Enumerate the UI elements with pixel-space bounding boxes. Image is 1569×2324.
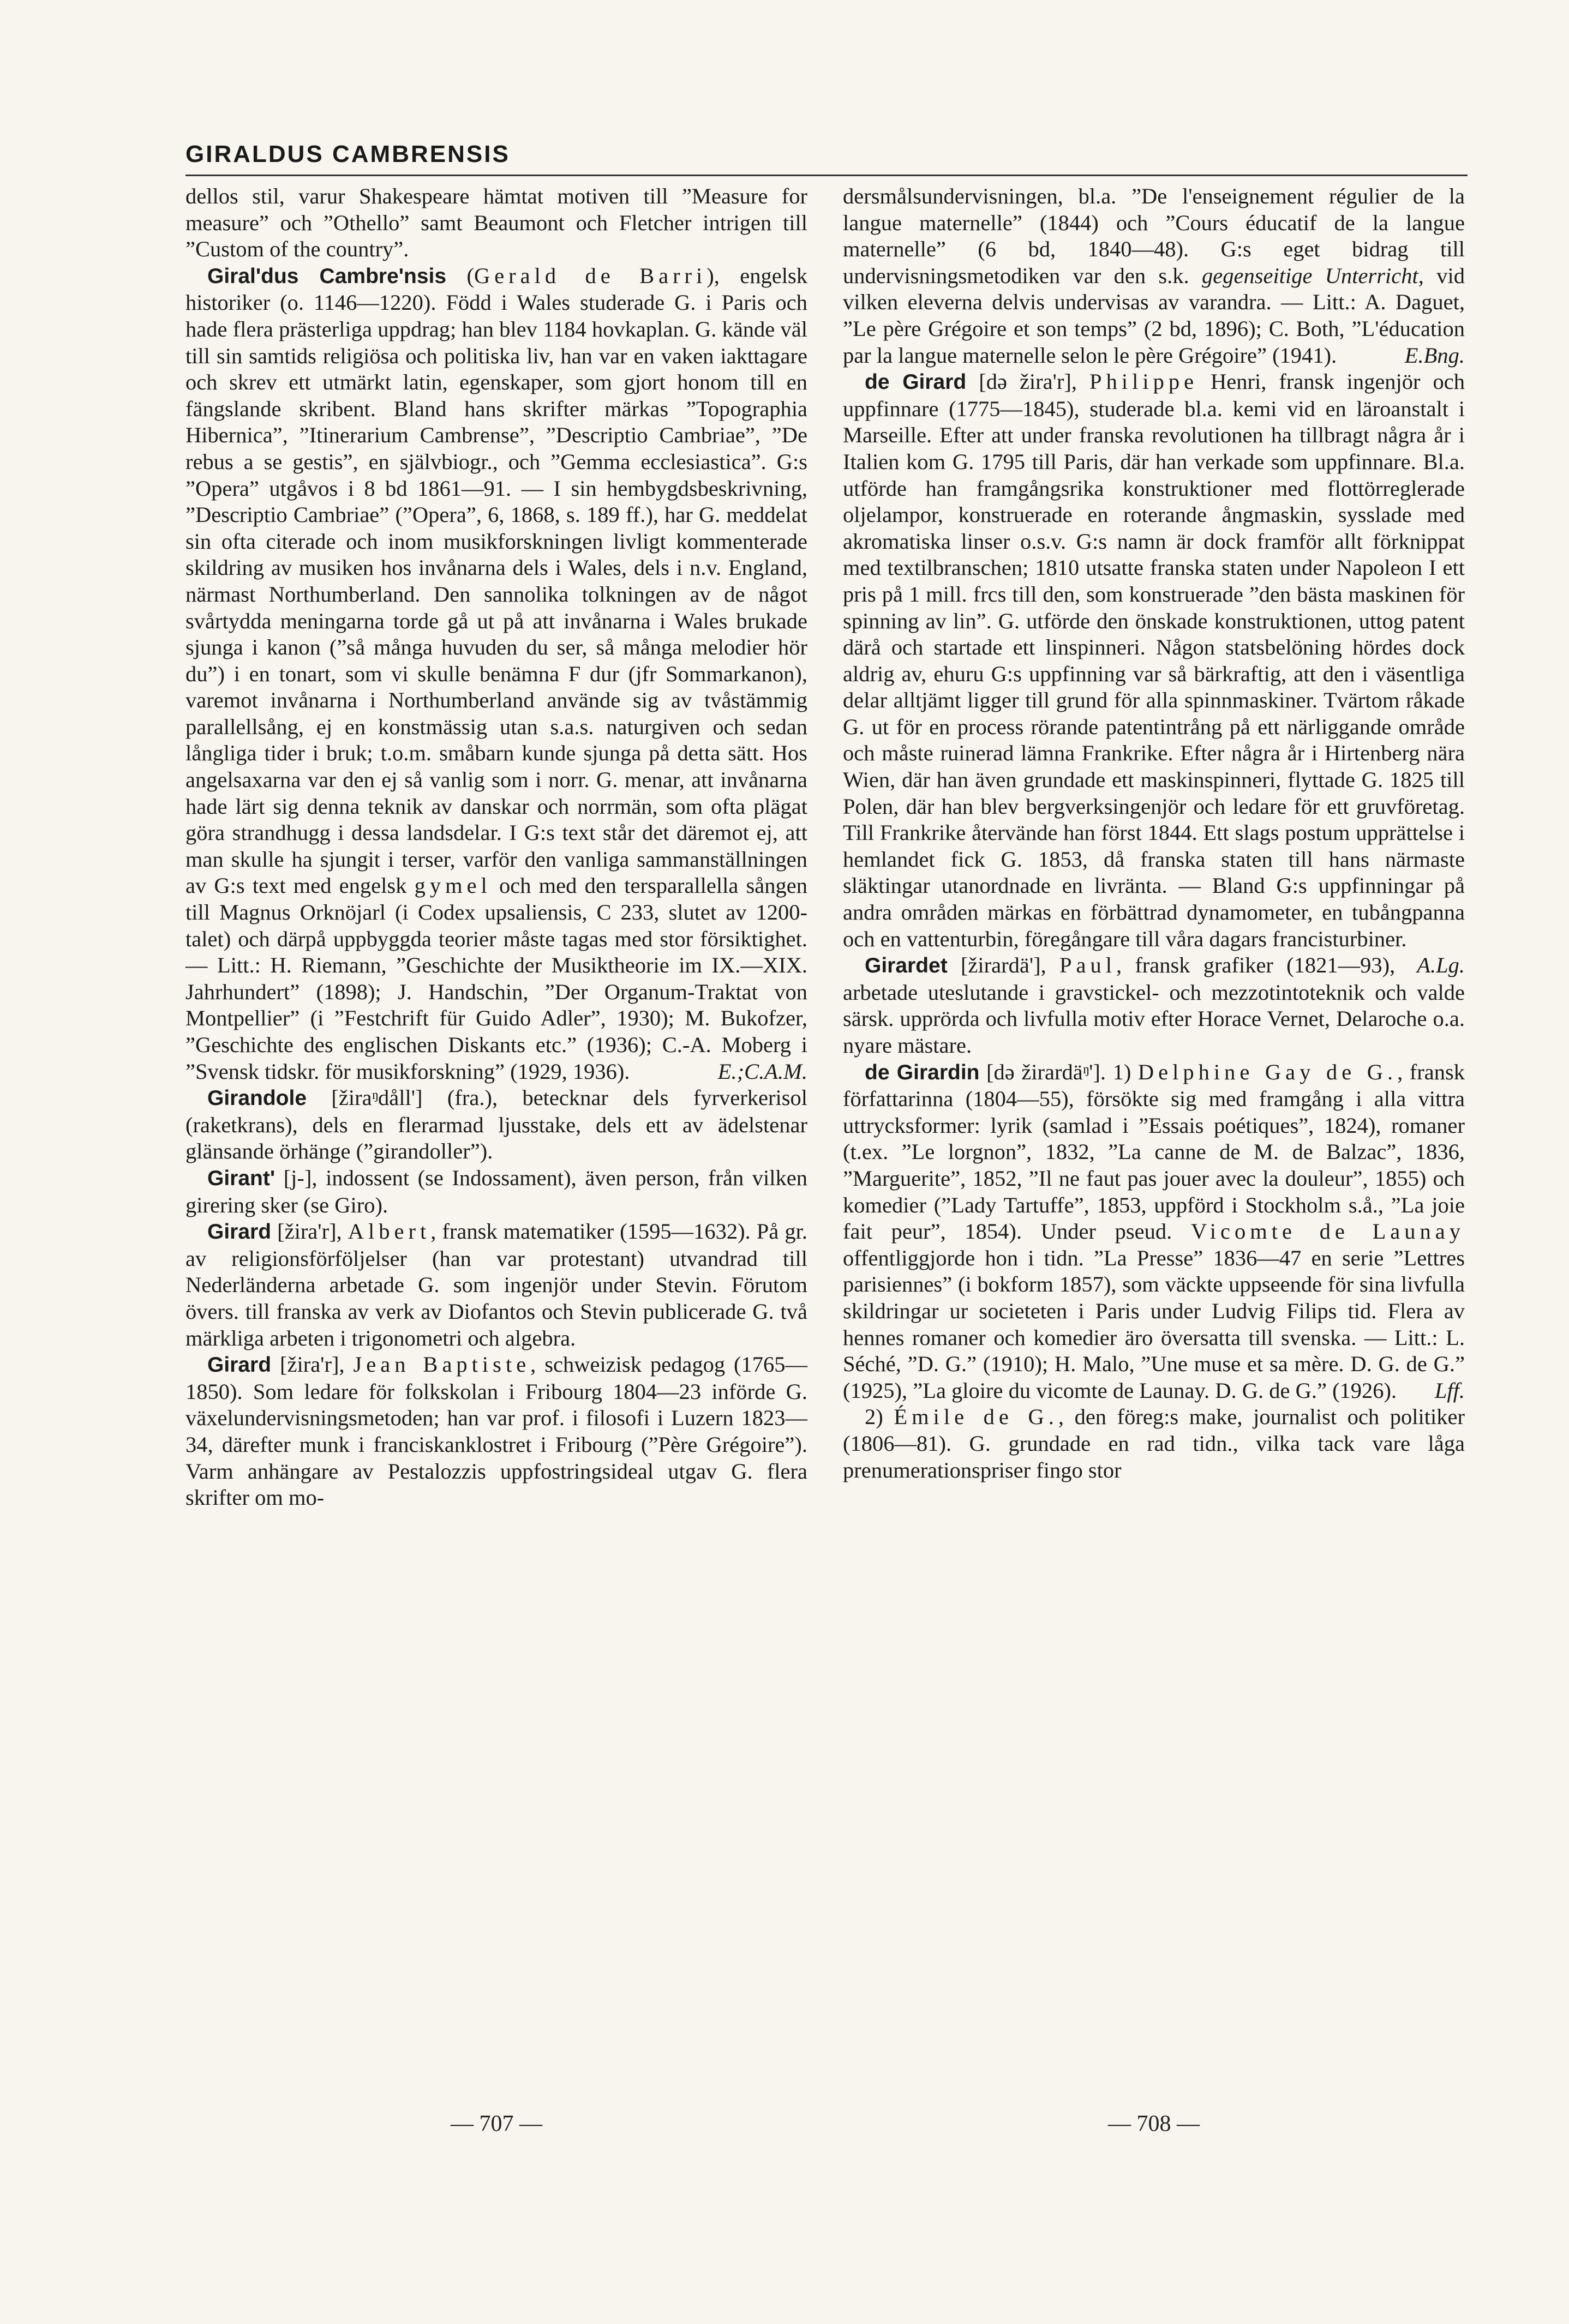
headword-giraldus: Giral'dus Cambre'nsis bbox=[207, 264, 447, 288]
continuation-paragraph: dersmålsundervisningen, bl.a. ”De l'enseignement régulier de la langue maternelle” (1844) och ”Cours éducatif de la langue maternelle” (6 bd, 1840—48). G:s eget bidrag till undervisningsmetodiken var den s.k. gegenseitige Unterricht, vid vilken eleverna delvis undervisas av varandra. — Litt.: A. Daguet, ”Le père Grégoire et son temps” (2 bd, 1896); C. Both, ”L'éducation par la langue maternelle selon le père Grégoire” (1941). E.Bng. bbox=[843, 183, 1465, 369]
entry-de-girardin-emile: 2) Émile de G., den föreg:s make, journalist och politiker (1806—81). G. grundade en rad tidn., vilka tack vare låga prenumerationspriser fingo stor bbox=[843, 1404, 1465, 1482]
headword-girandole: Girandole bbox=[207, 1086, 307, 1110]
entry-name: Delphine Gay de G. bbox=[1137, 1059, 1398, 1084]
entry-girandole: Girandole [žiraᵑdåll'] (fra.), betecknar dels fyrverkerisol (raketkrans), dels en flerarmad ljusstake, dels ett av ädelstenar glänsande örhänge (”girandoller”). bbox=[185, 1085, 807, 1164]
entry-name: Jean Baptiste bbox=[353, 1352, 531, 1377]
entry-girard-albert: Girard [žira'r], Albert, fransk matematiker (1595—1632). På gr. av religionsförföljelser (han var protestant) utvandrad till Nederländerna arbetade G. som ingenjör under Stevin. Förutom övers. till franska av verk av Diofantos och Stevin publicerade G. två märkliga arbeten i trigonometri och algebra. bbox=[185, 1219, 807, 1350]
entry-giraldus: Giral'dus Cambre'nsis (Gerald de Barri), engelsk historiker (o. 1146—1220). Född i Wales studerade G. i Paris och hade flera prästerliga uppdrag; han blev 1184 hovkaplan. G. kände väl till sin samtids religiösa och politiska liv, han var en vaken iakttagare och skrev ett utmärkt latin, egenskaper, som gjort honom till en fängslande skribent. Bland hans skrifter märkas ”Topographia Hibernica”, ”Itinerarium Cambrense”, ”Descriptio Cambriae”, ”De rebus a se gestis”, en självbiogr., och ”Gemma ecclesiastica”. G:s ”Opera” utgåvos i 8 bd 1861—91. — I sin hembygdsbeskrivning, ”Descriptio Cambriae” (”Opera”, 6, 1868, s. 189 ff.), har G. meddelat sin ofta citerade och inom musikforskningen livligt kommenterade skildring av musiken hos invånarna dels i Wales, dels i n.v. England, närmast Northumberland. Den sannolika tolkningen av de något svårtydda meningarna torde gå ut på att invånarna i Wales brukade sjunga i kanon (”så många huvuden du ser, så många melodier hör du”) i en tonart, som vi skulle benämna F dur (jfr Sommarkanon), varemot invånarna i Northumberland använde sig av tvåstämmig parallellsång, ej en konstmässig utan s.a.s. naturgiven och sedan långliga tider i bruk; t.o.m. småbarn kunde sjunga på detta sätt. Hos angelsaxarna var den ej så vanlig som i norr. G. menar, att invånarna hade lärt sig denna teknik av danskar och norrmän, som ofta plägat göra strandhugg i dessa landsdelar. I G:s text står det däremot ej, att man skulle ha sjungit i terser, varför den vanliga sammanställningen av G:s text med engelsk gymel och med den tersparallella sången till Magnus Orknöjarl (i Codex upsaliensis, C 233, slutet av 1200-talet) och därpå uppbyggda teorier måste tagas med stor försiktighet. — Litt.: H. Riemann, ”Geschichte der Musiktheorie im IX.—XIX. Jahrhundert” (1898); J. Handschin, ”Der Organum-Traktat von Montpellier” (i ”Festchrift für Guido Adler”, 1930); M. Bukofzer, ”Geschichte des englischen Diskants etc.” (1936); C.-A. Moberg i ”Svensk tidskr. för musikforskning” (1929, 1936). E.;C.A.M. bbox=[185, 263, 807, 1085]
headword-girard: Girard bbox=[207, 1353, 272, 1377]
headword-de-girardin: de Girardin bbox=[865, 1060, 980, 1084]
page-number-left: — 707 — bbox=[451, 2111, 542, 2136]
entry-name: Philippe bbox=[1089, 369, 1199, 394]
entry-name: Gerald de Barri bbox=[474, 263, 707, 288]
signature: E.;C.A.M. bbox=[717, 1059, 807, 1084]
entry-name: Albert bbox=[348, 1219, 431, 1244]
header-rule bbox=[185, 175, 1468, 176]
continuation-paragraph: dellos stil, varur Shakespeare hämtat motiven till ”Measure for measure” och ”Othello” samt Beaumont och Fletcher intrigen till ”Custom of the country”. bbox=[185, 184, 807, 262]
signature: A.Lg. bbox=[1417, 953, 1465, 978]
entry-girant: Girant' [j-], indossent (se Indossament), även person, från vilken girering sker (se Giro). bbox=[185, 1165, 807, 1217]
entry-de-girard: de Girard [də žira'r], Philippe Henri, fransk ingenjör och uppfinnare (1775—1845), studerade bl.a. kemi vid en läroanstalt i Marseille. Efter att under franska revolutionen ha tillbragt några år i Italien kom G. 1795 till Paris, där han verkade som uppfinnare. Bl.a. utförde han framgångsrika konstruktioner med flottörreglerade oljelampor, konstruerade en roterande ångmaskin, sysslade med akromatiska linser o.s.v. G:s namn är dock framför allt förknippat med textilbranschen; 1810 utsatte franska staten under Napoleon I ett pris på 1 mill. frcs till den, som konstruerade ”den bästa maskinen för spinning av lin”. G. utförde den önskade konstruktionen, uttog patent därå och startade ett linspinneri. Någon statsbelöning hördes dock aldrig av, ehuru G:s uppfinning var så bärkraftig, att den i väsentliga delar alltjämt ligger till grund för alla spinnmaskiner. Tvärtom råkade G. ut för en process rörande patentintrång på ett närliggande område och måste ruinerad lämna Frankrike. Efter några år i Hirtenberg nära Wien, där han även grundade ett maskinspinneri, flyttade G. 1825 till Polen, där han blev bergverksingenjör och ledare för ett gruvföretag. Till Frankrike återvände han först 1844. Ett slags postum upprättelse i hemlandet fick G. 1853, då franska staten till hans närmaste släktingar utanordnade en livränta. — Bland G:s uppfinningar på andra områden märkas en förbättrad dynamometer, en tubångpanna och en vattenturbin, föregångare till våra dagars francisturbiner. A.Lg. bbox=[843, 369, 1465, 952]
entry-girard-jean: Girard [žira'r], Jean Baptiste, schweizisk pedagog (1765—1850). Som ledare för folkskolan i Fribourg 1804—23 införde G. växelundervisningsmetoden; han var prof. i filosofi i Luzern 1823—34, därefter munk i franciskanklostret i Fribourg (”Père Grégoire”). Varm anhängare av Pestalozzis uppfostringsideal utgav G. flera skrifter om mo- bbox=[185, 1352, 808, 1510]
entry-de-girardin: de Girardin [də žirardäᵑ']. 1) Delphine Gay de G., fransk författarinna (1804—55), försökte sig med framgång i alla vittra uttrycksformer: lyrik (samlad i ”Essais poétiques”, 1824), romaner (t.ex. ”Le lorgnon”, 1832, ”La canne de M. de Balzac”, 1836, ”Marguerite”, 1852, ”Il ne faut pas jouer avec la douleur”, 1855) och komedier (”Lady Tartuffe”, 1853, uppförd i Stockholm s.å., ”La joie fait peur”, 1854). Under pseud. Vicomte de Launay offentliggjorde hon i tidn. ”La Presse” 1836—47 en serie ”Lettres parisiennes” (i bokform 1857), som väckte uppseende för sina livfulla skildringar ur societeten i Paris under Ludvig Filips tid. Flera av hennes romaner och komedier äro översatta till svenska. — Litt.: L. Séché, ”D. G.” (1910); H. Malo, ”Une muse et sa mère. D. G. de G.” (1925), ”La gloire du vicomte de Launay. D. G. de G.” (1926). Lff. bbox=[843, 1059, 1465, 1404]
right-column bbox=[843, 183, 1465, 1484]
entry-name: Émile de G. bbox=[894, 1404, 1058, 1430]
headword-girard: Girard bbox=[207, 1220, 272, 1244]
headword-girardet: Girardet bbox=[865, 954, 948, 978]
entry-name: Paul bbox=[1059, 953, 1116, 978]
left-column bbox=[185, 183, 807, 1511]
pseudonym: Vicomte de Launay bbox=[1190, 1219, 1465, 1244]
entry-girardet: Girardet [žirardä'], Paul, fransk grafiker (1821—93), arbetade uteslutande i gravstickel- och mezzotintoteknik och valde särsk. upprörda och livfulla motiv efter Horace Vernet, Delaroche o.a. nyare mästare. bbox=[843, 953, 1465, 1058]
headword-de-girard: de Girard bbox=[865, 370, 967, 394]
signature: Lff. bbox=[1434, 1378, 1465, 1403]
term-gymel: gymel bbox=[414, 873, 492, 898]
term-gegenseitige: gegenseitige Unterricht bbox=[1202, 263, 1418, 288]
signature: E.Bng. bbox=[1404, 343, 1465, 368]
page-number-right: — 708 — bbox=[1108, 2111, 1200, 2136]
headword-girant: Girant' bbox=[207, 1166, 276, 1190]
running-header: GIRALDUS CAMBRENSIS bbox=[185, 141, 510, 167]
